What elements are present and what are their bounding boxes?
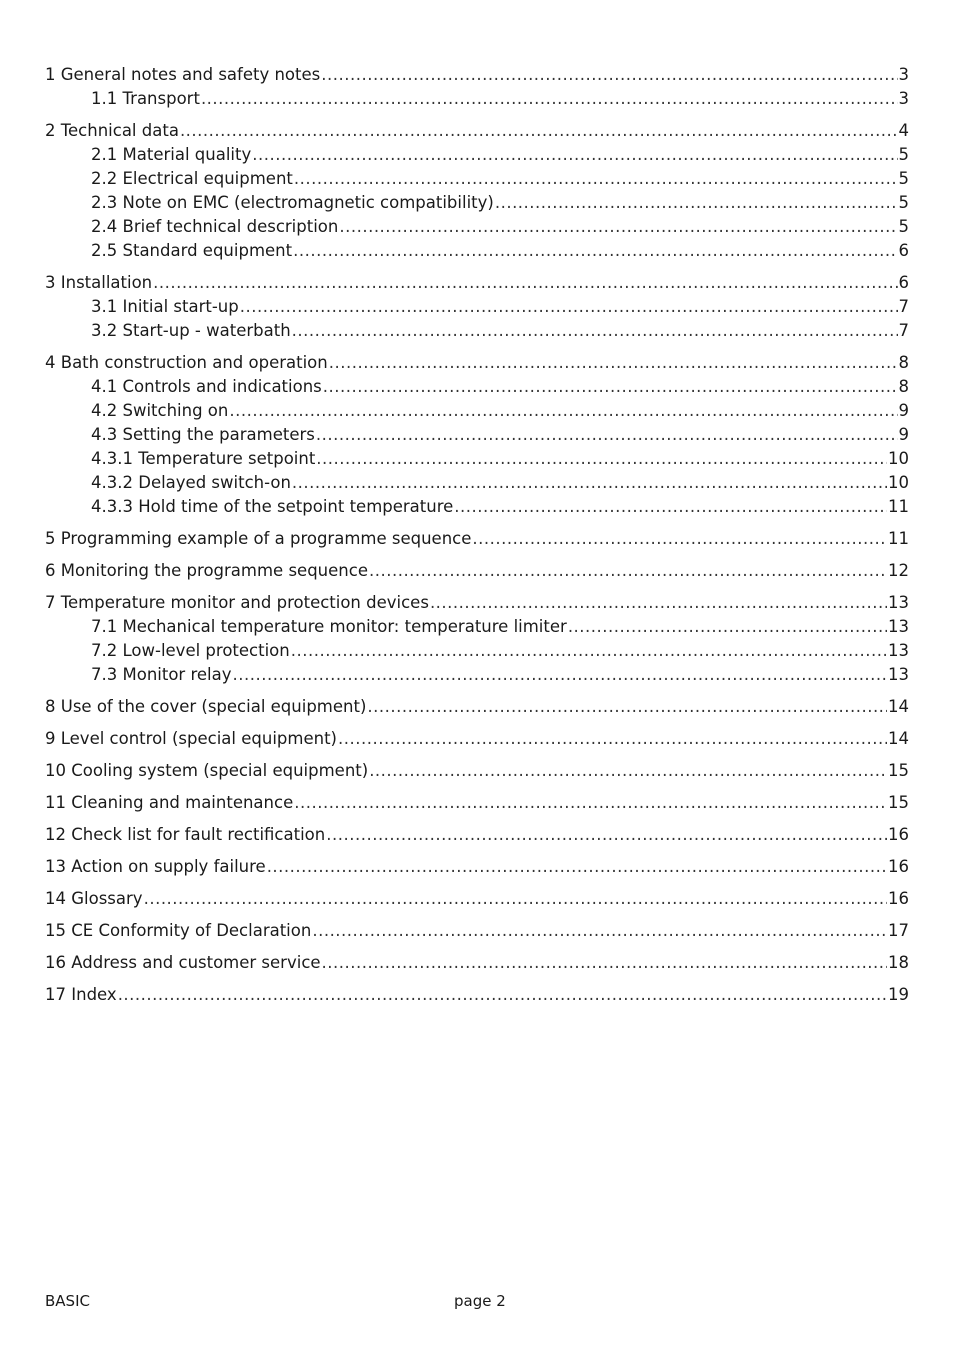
toc-entry-text: Cleaning and maintenance [71, 793, 294, 812]
toc-dot-leader [454, 495, 887, 519]
toc-entry-title [45, 695, 366, 719]
toc-entry-title [45, 559, 368, 583]
toc-entry-number: 16 [45, 953, 66, 972]
toc-entry-title [91, 375, 322, 399]
toc-dot-leader [322, 951, 887, 975]
toc-subentry[interactable] [45, 167, 909, 191]
toc-entry-number: 2 [45, 121, 56, 140]
toc-page-number: 5 [898, 169, 909, 188]
toc-section-group [45, 119, 909, 263]
toc-page-number: 3 [898, 65, 909, 84]
toc-page-number: 8 [898, 377, 909, 396]
toc-entry-number: 3.1 [91, 297, 118, 316]
toc-entry-number: 4 [45, 353, 56, 372]
toc-entry-text: CE Conformity of Declaration [71, 921, 312, 940]
toc-dot-leader [316, 423, 898, 447]
toc-entry[interactable] [45, 951, 909, 975]
toc-entry-title [91, 167, 293, 191]
toc-entry-title [45, 591, 429, 615]
toc-entry-text: Temperature monitor and protection devices [60, 593, 429, 612]
toc-dot-leader [367, 695, 887, 719]
toc-entry-number: 9 [45, 729, 56, 748]
toc-page-number: 11 [888, 529, 909, 548]
toc-entry-number: 3.2 [91, 321, 118, 340]
toc-page-number: 14 [888, 697, 909, 716]
toc-entry-text: Start-up - waterbath [122, 321, 291, 340]
toc-entry-text: Bath construction and operation [60, 353, 328, 372]
toc-entry[interactable] [45, 983, 909, 1007]
toc-page-number: 5 [898, 217, 909, 236]
toc-subentry[interactable] [45, 615, 909, 639]
toc-dot-leader [316, 447, 887, 471]
toc-dot-leader [369, 759, 887, 783]
toc-entry-title [91, 399, 228, 423]
toc-entry-title [91, 495, 453, 519]
toc-dot-leader [568, 615, 887, 639]
toc-entry[interactable] [45, 695, 909, 719]
toc-dot-leader [430, 591, 887, 615]
toc-entry-title [45, 983, 117, 1007]
toc-entry-number: 1.1 [91, 89, 118, 108]
toc-entry-number: 7.3 [91, 665, 118, 684]
toc-entry-number: 2.5 [91, 241, 118, 260]
toc-section-group [45, 271, 909, 343]
toc-entry-text: Material quality [122, 145, 252, 164]
toc-section-group [45, 727, 909, 751]
toc-entry-number: 5 [45, 529, 56, 548]
toc-dot-leader [338, 727, 887, 751]
toc-entry-number: 10 [45, 761, 66, 780]
toc-entry-number: 2.4 [91, 217, 118, 236]
toc-dot-leader [329, 351, 898, 375]
toc-entry-title [91, 87, 200, 111]
toc-page-number: 16 [888, 889, 909, 908]
toc-entry-text: Mechanical temperature monitor: temperature limiter [122, 617, 567, 636]
toc-page-number: 10 [888, 449, 909, 468]
toc-subentry[interactable] [45, 663, 909, 687]
toc-entry-text: Controls and indications [122, 377, 322, 396]
toc-entry-number: 2.3 [91, 193, 118, 212]
toc-page-number: 13 [888, 665, 909, 684]
toc-entry-text: Switching on [122, 401, 229, 420]
toc-dot-leader [369, 559, 887, 583]
toc-entry[interactable] [45, 919, 909, 943]
toc-entry[interactable] [45, 591, 909, 615]
toc-page-number: 9 [898, 425, 909, 444]
toc-page-number: 15 [888, 793, 909, 812]
toc-entry-text: Action on supply failure [71, 857, 266, 876]
toc-entry-number: 4.3.1 [91, 449, 133, 468]
toc-subentry[interactable] [45, 143, 909, 167]
toc-dot-leader [312, 919, 887, 943]
toc-entry-number: 2.2 [91, 169, 118, 188]
toc-entry-text: Installation [60, 273, 153, 292]
toc-section-group [45, 559, 909, 583]
toc-page-number: 13 [888, 641, 909, 660]
toc-dot-leader [252, 143, 897, 167]
toc-entry-text: Low-level protection [122, 641, 290, 660]
toc-page-number: 3 [898, 89, 909, 108]
toc-dot-leader [267, 855, 887, 879]
toc-section-group [45, 919, 909, 943]
toc-dot-leader [321, 63, 897, 87]
toc-subentry[interactable] [45, 423, 909, 447]
toc-section-group [45, 759, 909, 783]
toc-entry-text: Note on EMC (electromagnetic compatibility) [122, 193, 494, 212]
toc-entry-text: Setting the parameters [122, 425, 315, 444]
toc-dot-leader [294, 791, 887, 815]
toc-page-number: 6 [898, 273, 909, 292]
footer-page-number: page 2 [454, 1292, 506, 1310]
toc-section-group [45, 791, 909, 815]
toc-dot-leader [291, 639, 887, 663]
toc-page-number: 11 [888, 497, 909, 516]
toc-entry-title [91, 215, 338, 239]
toc-page-number: 9 [898, 401, 909, 420]
toc-entry-title [91, 191, 494, 215]
toc-entry-title [45, 759, 368, 783]
toc-section-group [45, 887, 909, 911]
toc-entry[interactable] [45, 63, 909, 87]
footer-document-name: BASIC [45, 1292, 90, 1310]
toc-entry-title [91, 639, 290, 663]
toc-dot-leader [294, 167, 898, 191]
toc-entry-title [45, 727, 337, 751]
toc-dot-leader [118, 983, 887, 1007]
toc-entry-title [45, 271, 152, 295]
toc-section-group [45, 695, 909, 719]
toc-entry-text: Delayed switch-on [138, 473, 291, 492]
toc-entry-text: General notes and safety notes [60, 65, 321, 84]
toc-dot-leader [144, 887, 887, 911]
toc-page-number: 16 [888, 825, 909, 844]
toc-section-group [45, 591, 909, 687]
toc-entry-text: Check list for fault rectification [71, 825, 326, 844]
toc-page-number: 7 [898, 321, 909, 340]
toc-section-group [45, 351, 909, 519]
toc-entry-text: Temperature setpoint [138, 449, 316, 468]
toc-entry-text: Monitoring the programme sequence [60, 561, 368, 580]
toc-entry[interactable] [45, 823, 909, 847]
toc-entry-text: Standard equipment [122, 241, 293, 260]
toc-entry-number: 7.1 [91, 617, 118, 636]
toc-dot-leader [180, 119, 898, 143]
toc-page-number: 17 [888, 921, 909, 940]
toc-entry-title [45, 791, 293, 815]
toc-entry[interactable] [45, 559, 909, 583]
toc-page-number: 19 [888, 985, 909, 1004]
toc-entry-number: 4.2 [91, 401, 118, 420]
toc-entry[interactable] [45, 855, 909, 879]
toc-entry-title [91, 423, 315, 447]
toc-entry-title [91, 143, 251, 167]
toc-entry-title [45, 823, 325, 847]
toc-entry-text: Monitor relay [122, 665, 232, 684]
toc-page-number: 18 [888, 953, 909, 972]
toc-dot-leader [201, 87, 898, 111]
toc-page-number: 12 [888, 561, 909, 580]
toc-page-number: 8 [898, 353, 909, 372]
toc-entry-number: 15 [45, 921, 66, 940]
toc-subentry[interactable] [45, 471, 909, 495]
toc-entry-title [91, 295, 239, 319]
toc-section-group [45, 527, 909, 551]
toc-page-number: 15 [888, 761, 909, 780]
toc-dot-leader [326, 823, 887, 847]
toc-page-number: 5 [898, 145, 909, 164]
toc-page-number: 5 [898, 193, 909, 212]
toc-dot-leader [292, 471, 887, 495]
toc-entry-text: Index [71, 985, 117, 1004]
toc-section-group [45, 63, 909, 111]
toc-entry-text: Electrical equipment [122, 169, 293, 188]
toc-entry-text: Initial start-up [122, 297, 239, 316]
toc-dot-leader [292, 319, 898, 343]
toc-dot-leader [240, 295, 898, 319]
toc-entry-text: Level control (special equipment) [60, 729, 337, 748]
toc-entry-number: 3 [45, 273, 56, 292]
toc-entry-text: Glossary [71, 889, 143, 908]
toc-dot-leader [293, 239, 897, 263]
toc-subentry[interactable] [45, 375, 909, 399]
toc-entry-number: 7 [45, 593, 56, 612]
toc-page-number: 10 [888, 473, 909, 492]
toc-entry-number: 17 [45, 985, 66, 1004]
toc-entry[interactable] [45, 887, 909, 911]
toc-entry-number: 13 [45, 857, 66, 876]
toc-subentry[interactable] [45, 319, 909, 343]
toc-entry[interactable] [45, 351, 909, 375]
toc-entry-title [45, 855, 266, 879]
toc-entry-title [91, 447, 315, 471]
toc-entry[interactable] [45, 527, 909, 551]
toc-subentry[interactable] [45, 495, 909, 519]
toc-entry-title [45, 887, 143, 911]
toc-entry-number: 4.3 [91, 425, 118, 444]
toc-entry-title [91, 663, 232, 687]
toc-subentry[interactable] [45, 191, 909, 215]
toc-entry-text: Brief technical description [122, 217, 339, 236]
toc-dot-leader [472, 527, 887, 551]
toc-section-group [45, 823, 909, 847]
toc-entry-title [91, 239, 292, 263]
toc-entry-title [91, 471, 291, 495]
toc-entry[interactable] [45, 727, 909, 751]
toc-dot-leader [323, 375, 898, 399]
toc-page-number: 16 [888, 857, 909, 876]
table-of-contents [45, 63, 909, 1015]
toc-section-group [45, 983, 909, 1007]
toc-page-number: 14 [888, 729, 909, 748]
toc-subentry[interactable] [45, 215, 909, 239]
toc-entry-title [45, 527, 471, 551]
toc-entry-number: 12 [45, 825, 66, 844]
toc-entry-number: 4.3.3 [91, 497, 133, 516]
toc-entry-text: Use of the cover (special equipment) [60, 697, 367, 716]
toc-entry-number: 2.1 [91, 145, 118, 164]
toc-dot-leader [153, 271, 897, 295]
toc-subentry[interactable] [45, 447, 909, 471]
toc-entry-title [91, 319, 291, 343]
toc-section-group [45, 855, 909, 879]
toc-subentry[interactable] [45, 399, 909, 423]
toc-entry-text: Address and customer service [71, 953, 321, 972]
toc-entry-text: Hold time of the setpoint temperature [138, 497, 454, 516]
toc-entry[interactable] [45, 271, 909, 295]
toc-entry-title [45, 351, 328, 375]
toc-page-number: 7 [898, 297, 909, 316]
toc-entry-number: 14 [45, 889, 66, 908]
toc-page-number: 13 [888, 617, 909, 636]
toc-subentry[interactable] [45, 639, 909, 663]
toc-page-number: 6 [898, 241, 909, 260]
toc-entry-number: 8 [45, 697, 56, 716]
toc-entry-number: 1 [45, 65, 56, 84]
toc-subentry[interactable] [45, 239, 909, 263]
toc-dot-leader [229, 399, 897, 423]
toc-entry-number: 11 [45, 793, 66, 812]
toc-entry-text: Programming example of a programme sequence [60, 529, 472, 548]
toc-entry-text: Transport [122, 89, 200, 108]
toc-entry-number: 6 [45, 561, 56, 580]
toc-entry[interactable] [45, 791, 909, 815]
toc-subentry[interactable] [45, 295, 909, 319]
toc-page-number: 13 [888, 593, 909, 612]
toc-entry-number: 4.1 [91, 377, 118, 396]
toc-entry[interactable] [45, 119, 909, 143]
toc-entry-title [45, 919, 311, 943]
toc-entry-title [45, 119, 179, 143]
toc-page-number: 4 [898, 121, 909, 140]
toc-dot-leader [339, 215, 897, 239]
toc-entry-number: 4.3.2 [91, 473, 133, 492]
toc-entry-title [45, 63, 320, 87]
toc-entry[interactable] [45, 759, 909, 783]
toc-entry-text: Cooling system (special equipment) [71, 761, 369, 780]
toc-subentry[interactable] [45, 87, 909, 111]
toc-dot-leader [495, 191, 898, 215]
toc-entry-title [91, 615, 567, 639]
toc-section-group [45, 951, 909, 975]
toc-dot-leader [233, 663, 888, 687]
toc-entry-title [45, 951, 321, 975]
toc-entry-number: 7.2 [91, 641, 118, 660]
toc-entry-text: Technical data [60, 121, 179, 140]
